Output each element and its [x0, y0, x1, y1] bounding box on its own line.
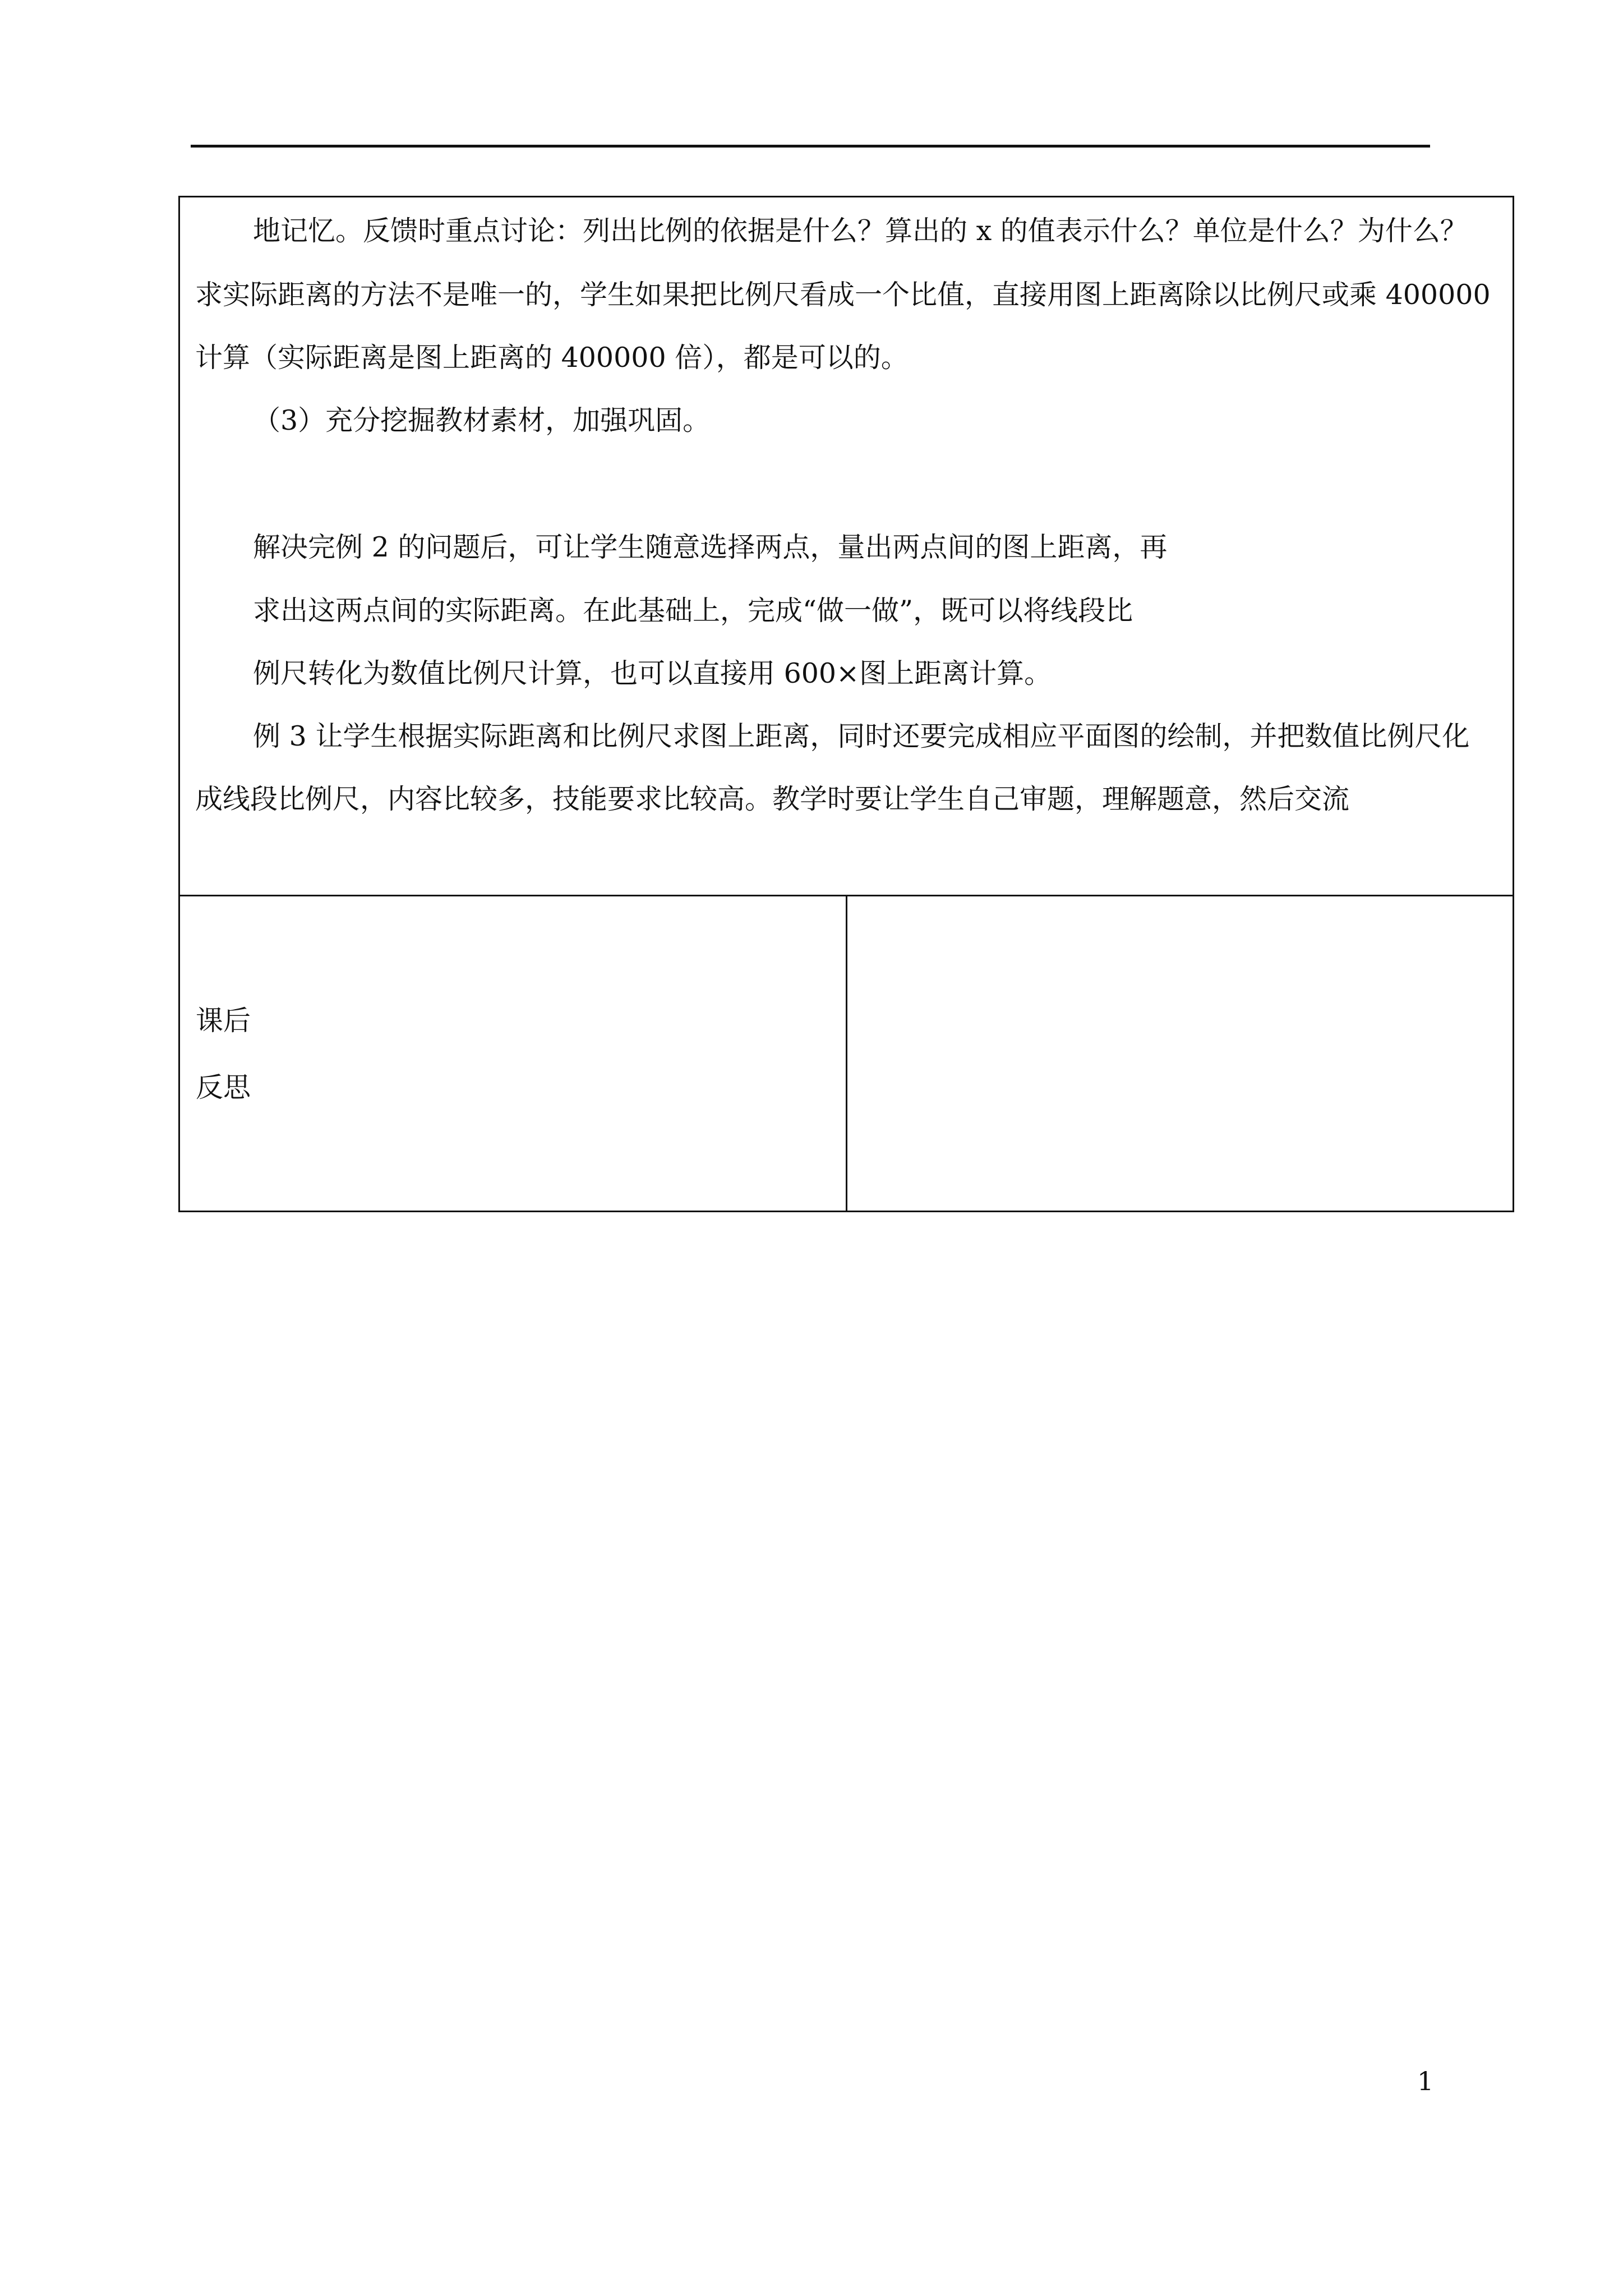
table-row-reflection — [179, 896, 1514, 1212]
header-rule — [191, 145, 1430, 148]
lesson-table — [178, 196, 1514, 1212]
reflection-label-cell — [179, 896, 847, 1212]
paragraph-line: 计算（实际距离是图上距离的 400000 倍），都是可以的。 — [195, 342, 909, 374]
paragraph-line: 例尺转化为数值比例尺计算，也可以直接用 600×图上距离计算。 — [253, 657, 1052, 689]
paragraph-line: 成线段比例尺，内容比较多，技能要求比较高。教学时要让学生自己审题，理解题意，然后交流 — [195, 783, 1350, 815]
paragraph-line: 解决完例 2 的问题后，可让学生随意选择两点，量出两点间的图上距离，再 — [253, 531, 1168, 563]
table-row-teaching-notes — [179, 197, 1514, 896]
reflection-label-line-1: 课后 — [196, 1005, 251, 1037]
paragraph-line: 求实际距离的方法不是唯一的，学生如果把比例尺看成一个比值，直接用图上距离除以比例尺或乘 400000 — [195, 279, 1491, 311]
page-number: 1 — [1417, 2066, 1434, 2096]
teaching-notes-text — [180, 197, 1513, 895]
teaching-notes-cell — [179, 197, 1514, 896]
reflection-label-line-2: 反思 — [196, 1071, 251, 1103]
paragraph-line: 求出这两点间的实际距离。在此基础上，完成“做一做”，既可以将线段比 — [253, 595, 1133, 627]
reflection-content-cell[interactable] — [846, 896, 1514, 1212]
reflection-label — [196, 987, 274, 1121]
paragraph-line: （3）充分挖掘教材素材，加强巩固。 — [253, 404, 711, 436]
paragraph-line: 地记忆。反馈时重点讨论：列出比例的依据是什么？算出的 x 的值表示什么？单位是什么？为什么？ — [253, 215, 1468, 247]
paragraph-line: 例 3 让学生根据实际距离和比例尺求图上距离，同时还要完成相应平面图的绘制，并把数值比例尺化 — [253, 720, 1470, 752]
